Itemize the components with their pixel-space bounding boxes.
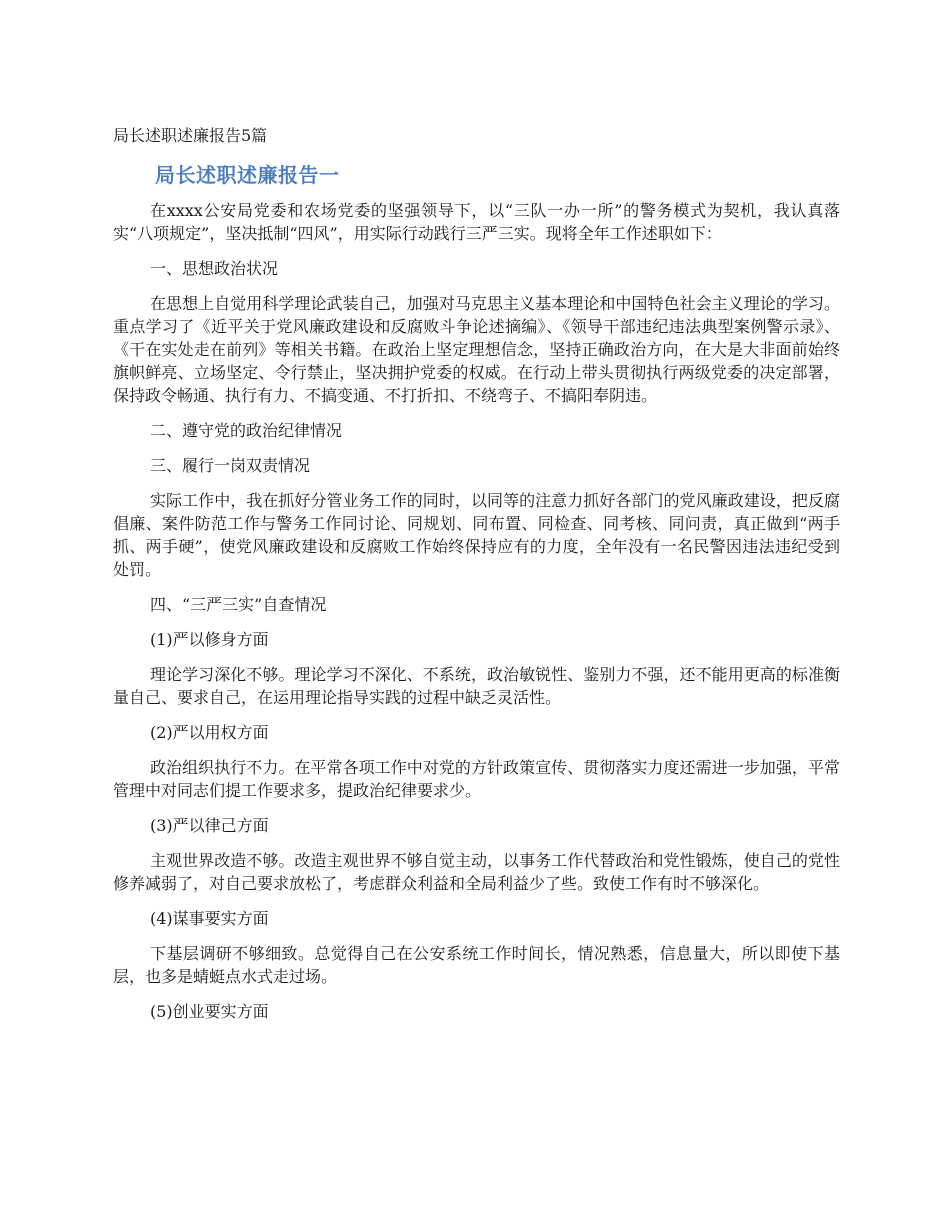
item-heading-5: (5)创业要实方面 — [150, 1002, 269, 1021]
item-paragraph-4: 下基层调研不够细致。总觉得自己在公安系统工作时间长，情况熟悉，信息量大，所以即使下基层，也多是蜻蜓点水式走过场。 — [113, 944, 840, 986]
paragraph-dual-responsibility: 实际工作中，我在抓好分管业务工作的同时，以同等的注意力抓好各部门的党风廉政建设，把反腐倡廉、案件防范工作与警务工作同讨论、同规划、同布置、同检查、同考核、同问责，真正做到“两手抓、两手硬”，使党风廉政建设和反腐败工作始终保持应有的力度，全年没有一名民警因违法违纪受到处罚。 — [113, 491, 840, 579]
section-heading: 局长述职述廉报告一 — [155, 163, 340, 187]
item-heading-4: (4)谋事要实方面 — [150, 909, 269, 928]
item-paragraph-3: 主观世界改造不够。改造主观世界不够自觉主动，以事务工作代替政治和党性锻炼，使自己的党性修养减弱了，对自己要求放松了，考虑群众利益和全局利益少了些。致使工作有时不够深化。 — [113, 851, 840, 893]
item-paragraph-2: 政治组织执行不力。在平常各项工作中对党的方针政策宣传、贯彻落实力度还需进一步加强，平常管理中对同志们提工作要求多，提政治纪律要求少。 — [113, 758, 840, 800]
item-heading-1: (1)严以修身方面 — [150, 630, 269, 649]
paragraph-political-status: 在思想上自觉用科学理论武装自己，加强对马克思主义基本理论和中国特色社会主义理论的学习。重点学习了《近平关于党风廉政建设和反腐败斗争论述摘编》、《领导干部违纪违法典型案例警示录》、《干在实处走在前列》等相关书籍。在政治上坚定理想信念，坚持正确政治方向，在大是大非面前始终旗帜鲜亮、立场坚定、令行禁止，坚决拥护党委的权威。在行动上带头贯彻执行两级党委的决定部署，保持政令畅通、执行有力、不搞变通、不打折扣、不绕弯子、不搞阳奉阴违。 — [113, 294, 840, 405]
intro-paragraph: 在xxxx公安局党委和农场党委的坚强领导下，以“三队一办一所”的警务模式为契机，我认真落实“八项规定”，坚决抵制“四风”，用实际行动践行三严三实。现将全年工作述职如下： — [113, 201, 840, 243]
item-heading-3: (3)严以律己方面 — [150, 816, 269, 835]
subheading-self-check: 四、“三严三实”自查情况 — [150, 595, 327, 614]
subheading-dual-responsibility: 三、履行一岗双责情况 — [150, 456, 311, 475]
subheading-party-discipline: 二、遵守党的政治纪律情况 — [150, 421, 343, 440]
document-title: 局长述职述廉报告5篇 — [113, 126, 268, 145]
document-body — [113, 199, 840, 1023]
item-heading-2: (2)严以用权方面 — [150, 723, 269, 742]
item-paragraph-1: 理论学习深化不够。理论学习不深化、不系统，政治敏锐性、鉴别力不强，还不能用更高的标准衡量自己、要求自己，在运用理论指导实践的过程中缺乏灵活性。 — [113, 665, 840, 707]
subheading-political-status: 一、思想政治状况 — [150, 259, 279, 278]
